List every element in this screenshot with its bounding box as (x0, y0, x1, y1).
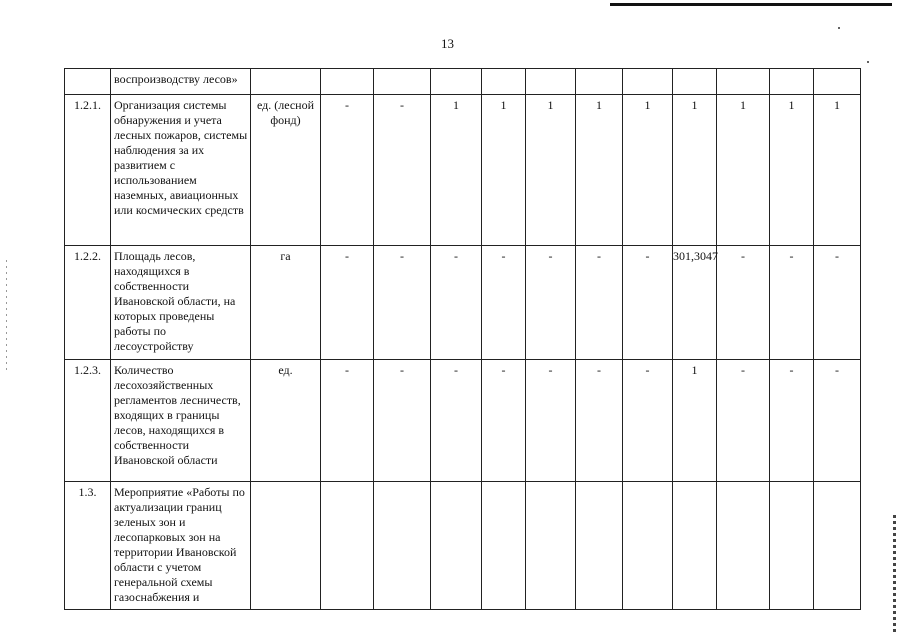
page-number: 13 (441, 36, 454, 51)
value-cell: - (576, 360, 623, 482)
value-cell: - (770, 246, 814, 360)
row-name: воспроизводству лесов» (111, 69, 251, 95)
value-cell (814, 482, 861, 610)
value-cell: 1 (717, 95, 770, 246)
value-cell (576, 482, 623, 610)
value-cell: - (526, 246, 576, 360)
table-row (65, 246, 861, 360)
program-indicators-table (64, 68, 861, 610)
value-cell (526, 69, 576, 95)
value-cell: - (623, 246, 673, 360)
value-cell (673, 69, 717, 95)
scan-edge-marks (893, 515, 896, 635)
row-number (65, 69, 111, 95)
row-unit: ед. (251, 360, 321, 482)
value-cell: - (526, 360, 576, 482)
row-name: Организация системы обнаружения и учета лесных пожаров, системы наблюдения за их развитием с использованием наземных, авиационных или космических средств (111, 95, 251, 246)
value-cell (321, 69, 374, 95)
row-name: Площадь лесов, находящихся в собственности Ивановской области, на которых проведены работы по лесоустройству (111, 246, 251, 360)
value-cell: - (576, 246, 623, 360)
value-cell (526, 482, 576, 610)
value-cell: 1 (770, 95, 814, 246)
row-name: Мероприятие «Работы по актуализации границ зеленых зон и лесопарковых зон на территории Ивановской области с учетом генеральной схемы газоснабжения и (111, 482, 251, 610)
row-unit (251, 69, 321, 95)
value-cell (770, 69, 814, 95)
table-row (65, 95, 861, 246)
scan-speck (867, 61, 869, 63)
table-row (65, 482, 861, 610)
value-cell: - (717, 246, 770, 360)
value-cell: - (482, 246, 526, 360)
value-cell (770, 482, 814, 610)
value-cell (374, 69, 431, 95)
value-cell (482, 69, 526, 95)
table-row (65, 360, 861, 482)
row-unit: га (251, 246, 321, 360)
value-cell: - (623, 360, 673, 482)
row-number: 1.3. (65, 482, 111, 610)
scan-left-marks (6, 260, 7, 370)
value-cell (321, 482, 374, 610)
value-cell (717, 69, 770, 95)
value-cell (673, 482, 717, 610)
value-cell: 1 (623, 95, 673, 246)
value-cell: - (321, 360, 374, 482)
value-cell (717, 482, 770, 610)
value-cell (374, 482, 431, 610)
value-cell: 1 (576, 95, 623, 246)
value-cell: - (321, 246, 374, 360)
value-cell: 1 (431, 95, 482, 246)
header-rule (610, 3, 892, 6)
value-cell: 301,3047 (673, 246, 717, 360)
value-cell: 1 (814, 95, 861, 246)
value-cell (482, 482, 526, 610)
value-cell: - (431, 246, 482, 360)
value-cell (431, 482, 482, 610)
value-cell: 1 (482, 95, 526, 246)
value-cell (576, 69, 623, 95)
row-number: 1.2.2. (65, 246, 111, 360)
row-unit (251, 482, 321, 610)
row-unit: ед. (лесной фонд) (251, 95, 321, 246)
row-name: Количество лесохозяйственных регламентов лесничеств, входящих в границы лесов, находящихся в собственности Ивановской области (111, 360, 251, 482)
value-cell: - (814, 246, 861, 360)
value-cell (623, 482, 673, 610)
value-cell: - (717, 360, 770, 482)
value-cell (814, 69, 861, 95)
row-number: 1.2.3. (65, 360, 111, 482)
value-cell: - (374, 95, 431, 246)
value-cell: - (814, 360, 861, 482)
value-cell: - (770, 360, 814, 482)
value-cell: - (321, 95, 374, 246)
value-cell: - (482, 360, 526, 482)
value-cell (623, 69, 673, 95)
value-cell: 1 (526, 95, 576, 246)
value-cell: - (374, 246, 431, 360)
value-cell: 1 (673, 95, 717, 246)
value-cell: - (431, 360, 482, 482)
table-row (65, 69, 861, 95)
row-number: 1.2.1. (65, 95, 111, 246)
value-cell (431, 69, 482, 95)
scan-speck (838, 27, 840, 29)
value-cell: - (374, 360, 431, 482)
value-cell: 1 (673, 360, 717, 482)
